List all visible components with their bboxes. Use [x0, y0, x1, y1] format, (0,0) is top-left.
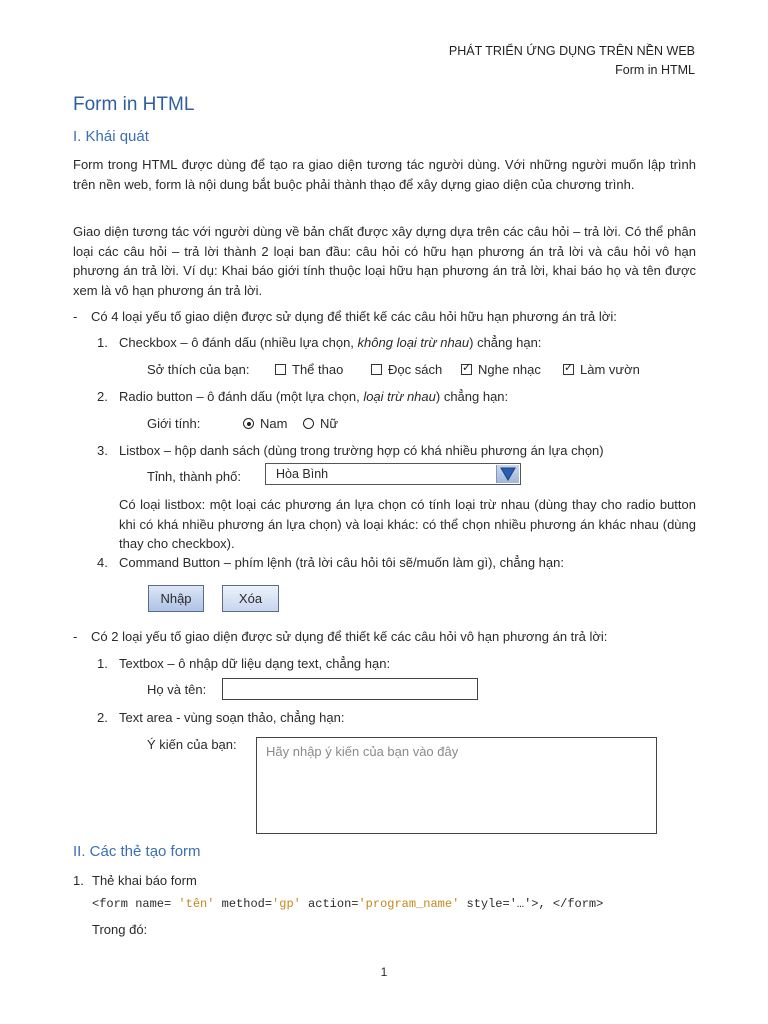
list-number: 1.: [97, 656, 108, 671]
bullet-dash: -: [73, 629, 78, 644]
checkbox-icon[interactable]: [275, 364, 286, 375]
name-label: Họ và tên:: [147, 682, 207, 697]
section-1-paragraph-2: Giao diện tương tác với người dùng về bản chất được xây dựng dựa trên các câu hỏi – trả lời. Có thể phân loại các câu hỏi – trả lời thành 2 loại ban đầu: câu hỏi có hữu hạn phương án trả lời và câu hỏi vô hạn phương án trả lời. Ví dụ: Khai báo giới tính thuộc loại hữu hạn phương án trả lời, khai báo họ và tên được xem là vô hạn phương án trả lời.: [73, 224, 696, 298]
document-title: Form in HTML: [73, 94, 195, 115]
list-number: 1.: [73, 873, 84, 888]
checkbox-checked-icon[interactable]: [563, 364, 574, 375]
checkbox-the-thao[interactable]: Thể thao: [275, 362, 343, 377]
bullet-finite-answers: Có 4 loại yếu tố giao diện được sử dụng để thiết kế các câu hỏi hữu hạn phương án trả lời:: [91, 309, 617, 324]
running-header-chapter: Form in HTML: [615, 63, 695, 77]
item-textbox-description: Textbox – ô nhập dữ liệu dạng text, chẳng hạn:: [119, 656, 391, 671]
running-header-course: PHÁT TRIỂN ỨNG DỤNG TRÊN NỀN WEB: [448, 44, 695, 58]
list-number: 2.: [97, 389, 108, 404]
form-tag-item: Thẻ khai báo form: [92, 873, 197, 888]
checkbox-lam-vuon[interactable]: ✓ Làm vườn: [563, 362, 640, 377]
item-checkbox-description: Checkbox – ô đánh dấu (nhiều lựa chọn, không loại trừ nhau) chẳng hạn:: [119, 335, 542, 350]
radio-nu[interactable]: Nữ: [303, 416, 338, 431]
bullet-dash: -: [73, 309, 78, 324]
province-selected-value: Hòa Bình: [276, 467, 329, 481]
opinion-textarea[interactable]: [256, 737, 657, 834]
list-number: 2.: [97, 710, 108, 725]
item-radio-description: Radio button – ô đánh dấu (một lựa chọn, loại trừ nhau) chẳng hạn:: [119, 389, 509, 404]
textarea-placeholder: Hãy nhập ý kiến của bạn vào đây: [266, 744, 459, 759]
opinion-label: Ý kiến của bạn:: [147, 737, 237, 752]
list-number: 4.: [97, 555, 108, 570]
radio-selected-icon[interactable]: [243, 418, 254, 429]
list-number: 3.: [97, 443, 108, 458]
section-1-paragraph-1: Form trong HTML được dùng để tạo ra giao diện tương tác người dùng. Với những người muốn lập trình trên nền web, form là nội dung bắt buộc phải thành thạo để xây dựng giao diện của chương trình.: [73, 157, 696, 192]
province-label: Tỉnh, thành phố:: [147, 469, 241, 484]
radio-icon[interactable]: [303, 418, 314, 429]
item-button-description: Command Button – phím lệnh (trả lời câu hỏi tôi sẽ/muốn làm gì), chẳng hạn:: [119, 555, 564, 570]
chevron-down-icon: [500, 467, 516, 481]
radio-nam[interactable]: Nam: [243, 416, 287, 431]
bullet-infinite-answers: Có 2 loại yếu tố giao diện được sử dụng để thiết kế các câu hỏi vô hạn phương án trả lời:: [91, 629, 608, 644]
dropdown-button[interactable]: [496, 465, 519, 483]
gender-label: Giới tính:: [147, 416, 201, 431]
where-label: Trong đó:: [92, 922, 148, 937]
item-listbox-description: Listbox – hộp danh sách (dùng trong trường hợp có khá nhiều phương án lựa chọn): [119, 443, 604, 458]
page-number: 1: [380, 965, 388, 979]
checkbox-icon[interactable]: [371, 364, 382, 375]
submit-button[interactable]: Nhập: [148, 585, 204, 612]
province-select[interactable]: [265, 463, 521, 485]
name-input[interactable]: [222, 678, 478, 700]
checkbox-checked-icon[interactable]: [461, 364, 472, 375]
section-2-heading: II. Các thẻ tạo form: [73, 843, 201, 860]
form-tag-code: <form name= 'tên' method='gp' action='program_name' style='…'>, </form>: [92, 897, 604, 911]
checkbox-nghe-nhac[interactable]: ✓ Nghe nhạc: [461, 362, 541, 377]
listbox-note: Có loại listbox: một loại các phương án lựa chọn có tính loại trừ nhau (dùng thay cho radio button khi có khá nhiều phương án lựa chọn) và loại khác: có thể chọn nhiều phương án khác nhau (dùng thay cho checkbox).: [119, 497, 696, 551]
hobby-label: Sở thích của bạn:: [147, 362, 250, 377]
item-textarea-description: Text area - vùng soạn thảo, chẳng hạn:: [119, 710, 345, 725]
checkbox-doc-sach[interactable]: Đọc sách: [371, 362, 442, 377]
list-number: 1.: [97, 335, 108, 350]
clear-button[interactable]: Xóa: [222, 585, 279, 612]
section-1-heading: I. Khái quát: [73, 128, 149, 145]
